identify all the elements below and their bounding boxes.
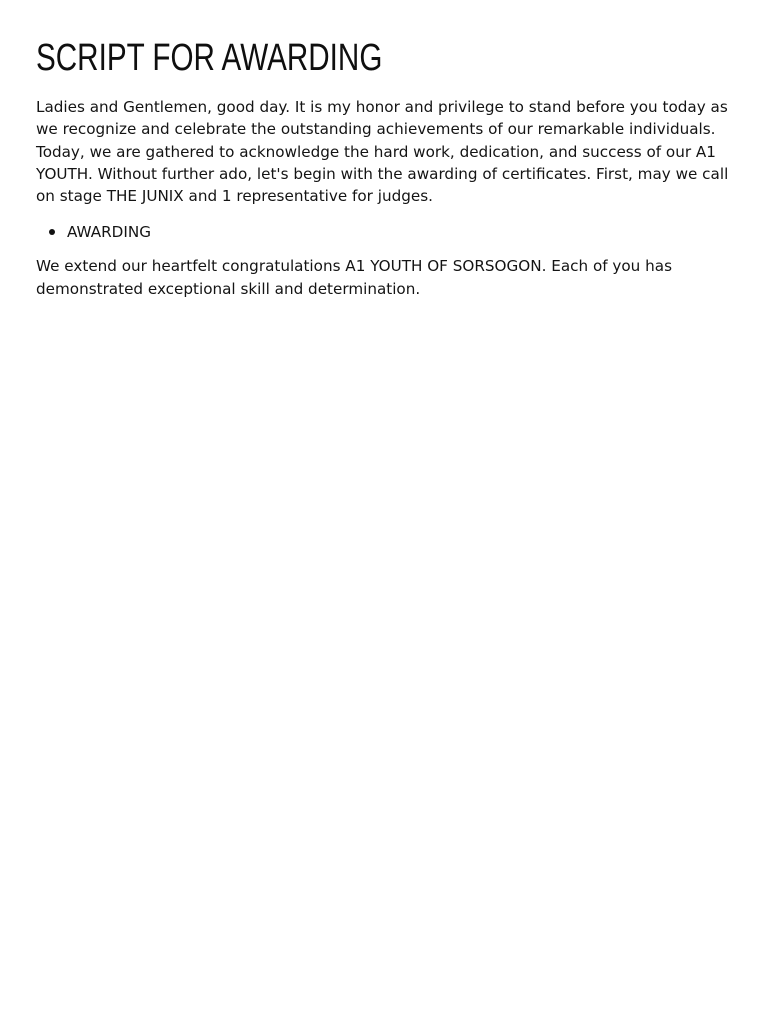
- list-item-text: AWARDING: [67, 223, 151, 242]
- closing-paragraph: We extend our heartfelt congratulations A1 YOUTH OF SORSOGON. Each of you has demonstrated exceptional skill and determination.: [36, 257, 672, 298]
- bullet-list: [36, 221, 732, 243]
- document-title: SCRIPT FOR AWARDING: [36, 37, 383, 79]
- bullet-icon: [49, 229, 55, 235]
- list-item: [36, 221, 732, 243]
- intro-paragraph: Ladies and Gentlemen, good day. It is my honor and privilege to stand before you today as we recognize and celebrate the outstanding achievements of our remarkable individuals. Today, we are gathered to acknowledge the hard work, dedication, and success of our A1 YOUTH. Without further ado, let's begin with the awarding of certificates. First, may we call on stage THE JUNIX and 1 representative for judges.: [36, 98, 729, 206]
